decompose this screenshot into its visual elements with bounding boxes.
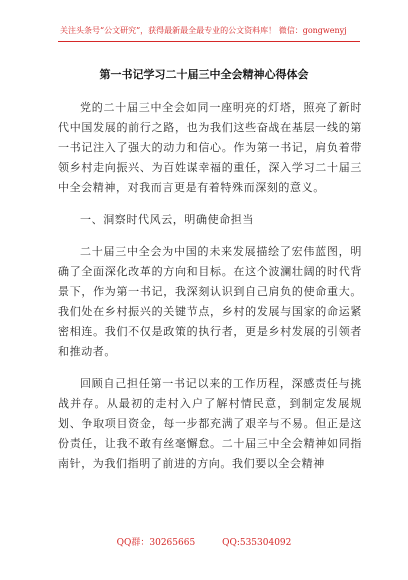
- body-paragraph-3: 回顾自己担任第一书记以来的工作历程，深感责任与挑战并存。从最初的走村入户了解村情民意，到制定发展规划、争取项目资金，每一步都充满了艰辛与不易。但正是这份责任，让我不敢有丝毫懈怠。二十届三中全会精神如同指南针，为我们指明了前进的方向。我们要以全会精神: [58, 377, 362, 470]
- document-body: [58, 98, 362, 486]
- body-paragraph-2: 二十届三中全会为中国的未来发展描绘了宏伟蓝图，明确了全面深化改革的方向和目标。在这个波澜壮阔的时代背景下，作为第一书记，我深刻认识到自己肩负的使命重大。我们处在乡村振兴的关键节点，乡村的发展与国家的命运紧密相连。我们不仅是政策的执行者，更是乡村发展的引领者和推动者。: [58, 245, 362, 358]
- header-note: 关注头条号“公文研究”，获得最新最全最专业的公文资料库！ 微信：gongwenyj: [60, 26, 347, 35]
- footer-qq-group: QQ群：30265665: [116, 538, 196, 548]
- header-divider: [58, 41, 360, 42]
- document-title: 第一书记学习二十届三中全会精神心得体会: [99, 68, 309, 81]
- body-paragraph-intro: 党的二十届三中全会如同一座明亮的灯塔，照亮了新时代中国发展的前行之路，也为我们这些奋战在基层一线的第一书记注入了强大的动力和信心。作为第一书记，肩负着带领乡村走向振兴、为百姓谋幸福的重任，深入学习二十届三中全会精神，对我而言更是有着特殊而深刻的意义。: [58, 101, 362, 194]
- section-heading-1: 一、洞察时代风云，明确使命担当: [80, 213, 254, 226]
- footer-qq: QQ:535304092: [222, 538, 292, 548]
- footer-contacts: [0, 537, 408, 549]
